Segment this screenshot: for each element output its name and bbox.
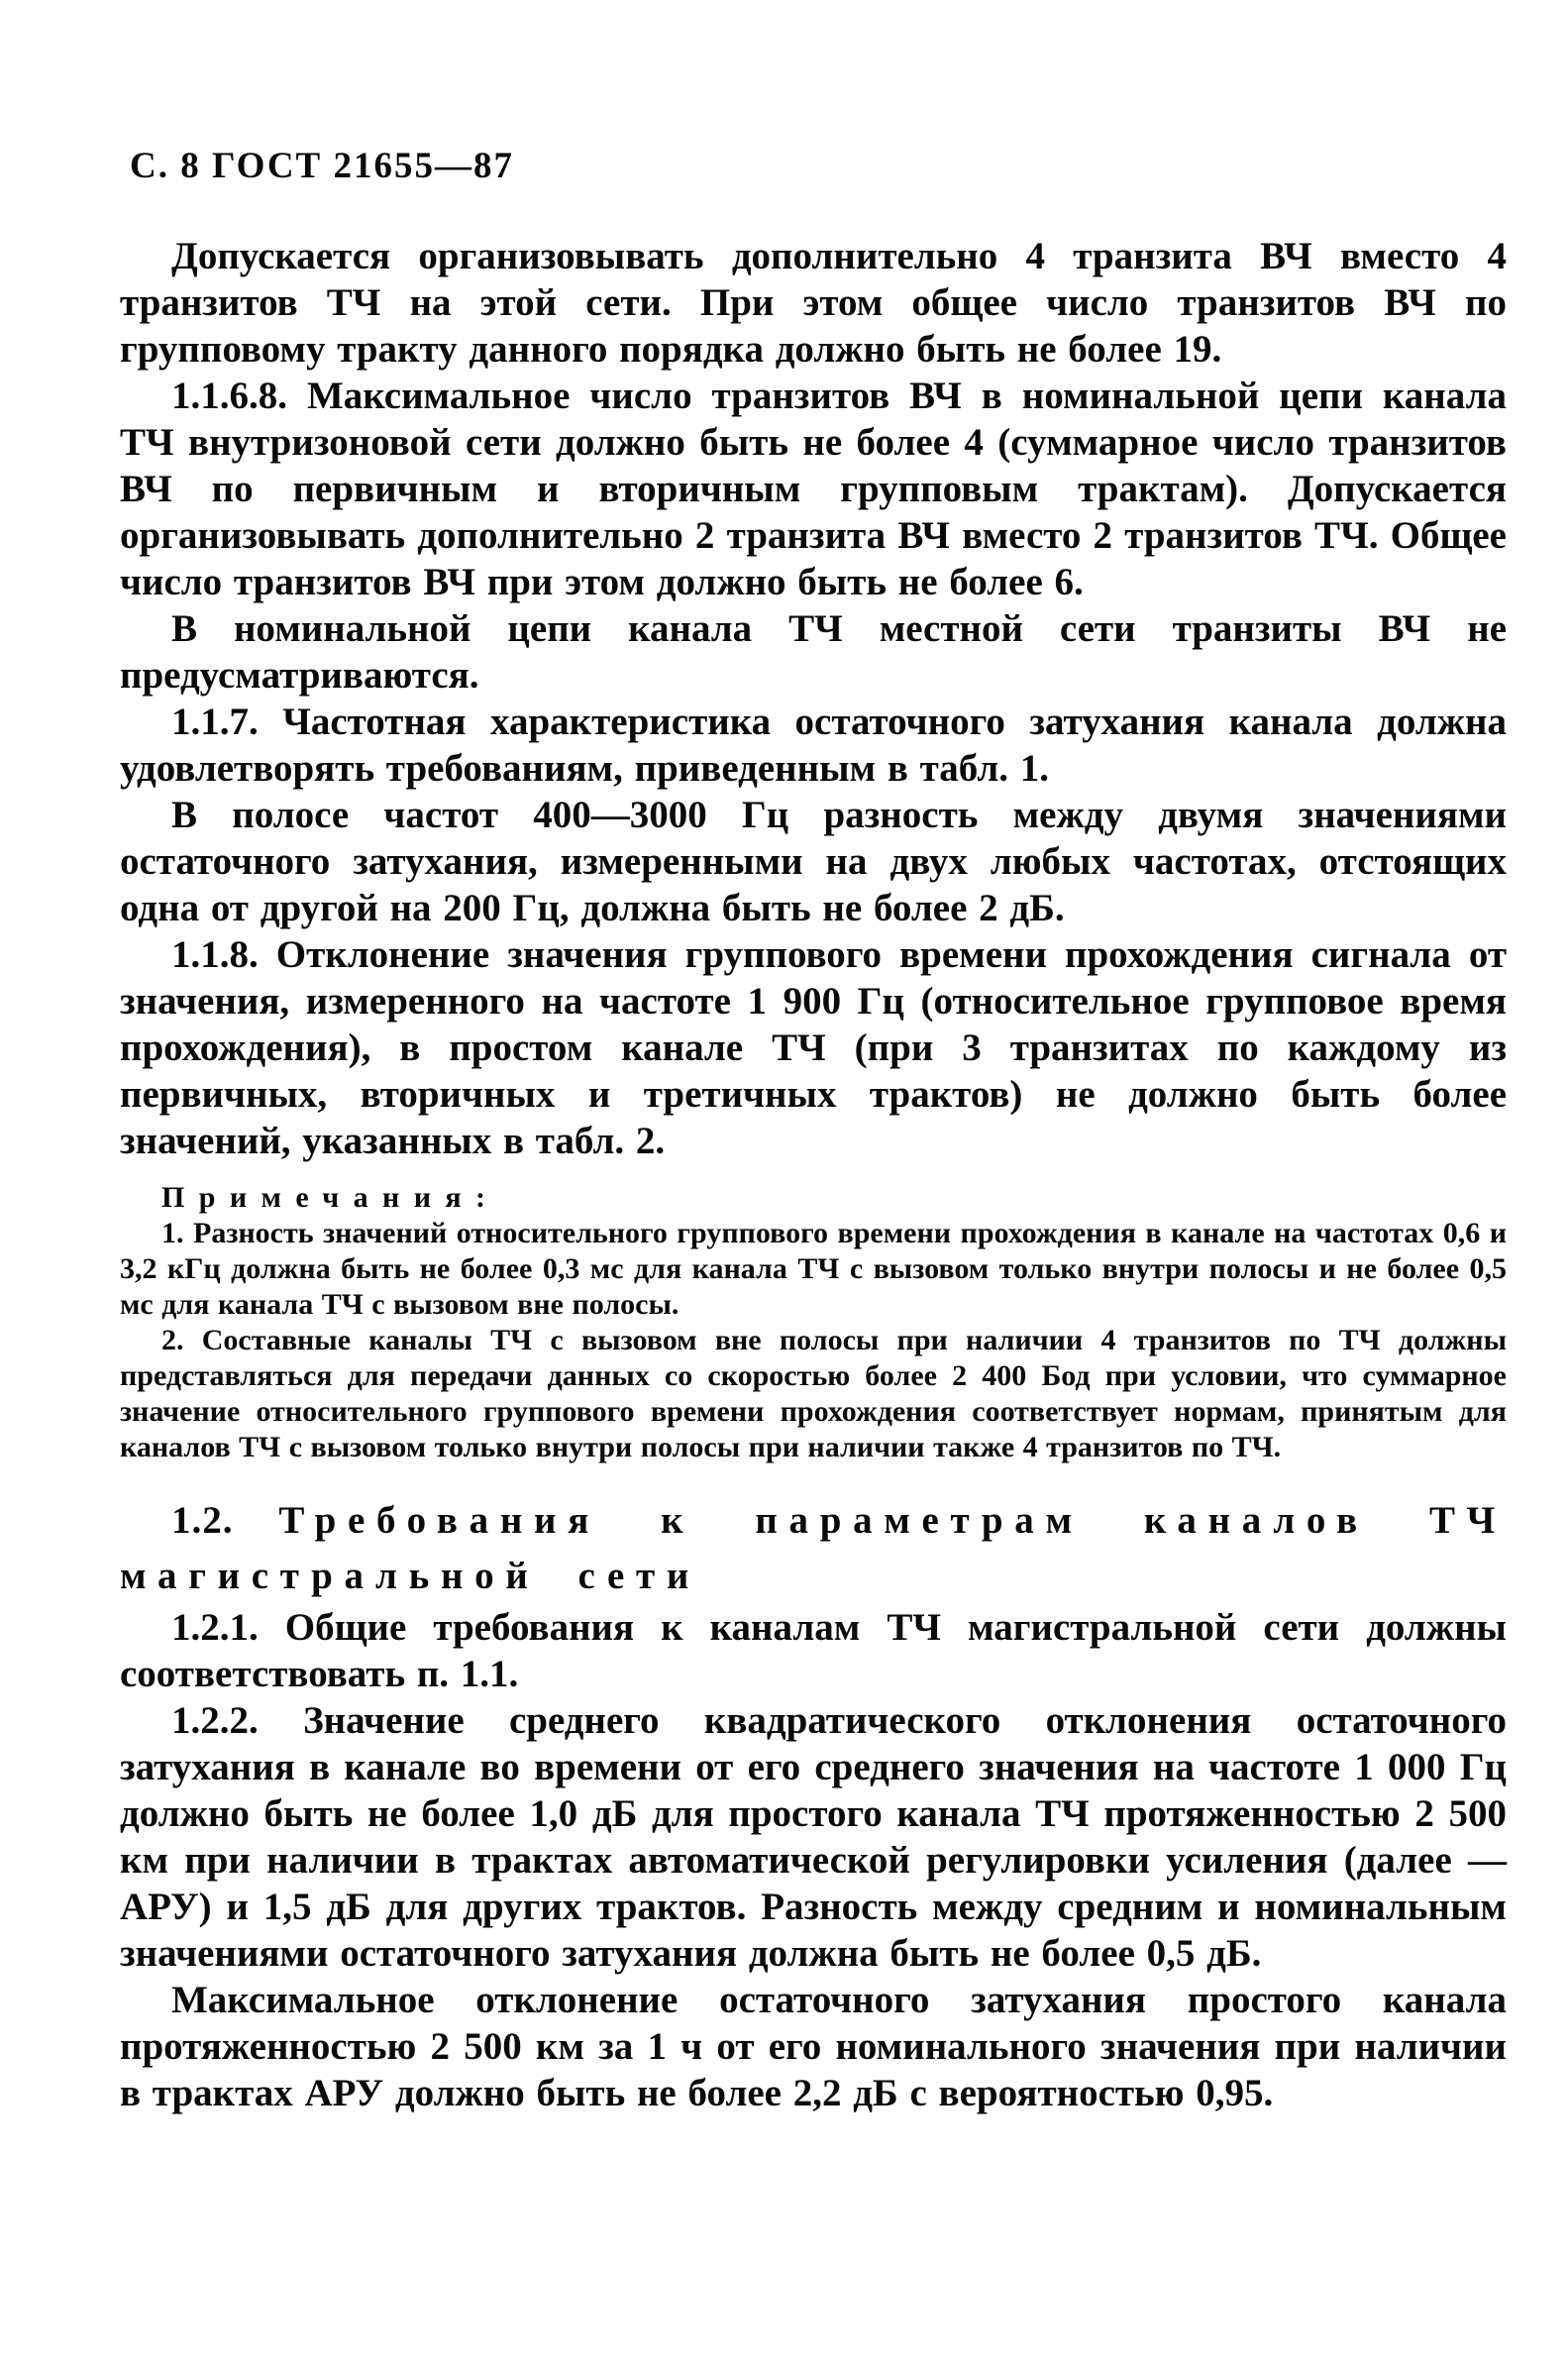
notes-heading: Примечания: xyxy=(161,1181,500,1214)
body-paragraph: В полосе частот 400—3000 Гц разность между двумя значениями остаточного затухания, измеренными на двух любых частотах, отстоящих одна от другой на 200 Гц, должна быть не более 2 дБ. xyxy=(120,794,1507,929)
body-paragraph: 1.1.8. Отклонение значения группового времени прохождения сигнала от значения, измеренного на частоте 1 900 Гц (относительное групповое время прохождения), в простом канале ТЧ (при 3 транзитах по каждому из первичных, вторичных и третичных трактов) не должно быть более значений, указанных в табл. 2. xyxy=(120,933,1507,1162)
section-heading xyxy=(120,1493,1507,1604)
section-title: Требования к параметрам каналов ТЧ магистральной сети xyxy=(120,1499,1508,1597)
body-paragraph: Допускается организовывать дополнительно 4 транзита ВЧ вместо 4 транзитов ТЧ на этой сети. При этом общее число транзитов ВЧ по групповому тракту данного порядка должно быть не более 19. xyxy=(120,235,1507,371)
body-paragraph: 1.1.6.8. Максимальное число транзитов ВЧ в номинальной цепи канала ТЧ внутризоновой сети должно быть не более 4 (суммарное число транзитов ВЧ по первичным и вторичным групповым трактам). Допускается организовывать дополнительно 2 транзита ВЧ вместо 2 транзитов ТЧ. Общее число транзитов ВЧ при этом должно быть не более 6. xyxy=(120,375,1507,603)
section-number: 1.2. xyxy=(171,1499,234,1542)
body-paragraph: В номинальной цепи канала ТЧ местной сети транзиты ВЧ не предусматриваются. xyxy=(120,607,1507,697)
note-paragraph: 1. Разность значений относительного группового времени прохождения в канале на частотах 0,6 и 3,2 кГц должна быть не более 0,3 мс для канала ТЧ с вызовом только внутри полосы и не более 0,5 мс для канала ТЧ с вызовом вне полосы. xyxy=(120,1217,1507,1321)
page-header: С. 8 ГОСТ 21655—87 xyxy=(130,146,514,186)
body-paragraph: Максимальное отклонение остаточного затухания простого канала протяженностью 2 500 км за 1 ч от его номинального значения при наличии в трактах АРУ должно быть не более 2,2 дБ с вероятностью 0,95. xyxy=(120,1979,1507,2114)
note-paragraph: 2. Составные каналы ТЧ с вызовом вне полосы при наличии 4 транзитов по ТЧ должны представляться для передачи данных со скоростью более 2 400 Бод при условии, что суммарное значение относительного группового времени прохождения соответствует нормам, принятым для каналов ТЧ с вызовом только внутри полосы при наличии также 4 транзитов по ТЧ. xyxy=(120,1324,1507,1463)
body-paragraph: 1.1.7. Частотная характеристика остаточного затухания канала должна удовлетворять требованиям, приведенным в табл. 1. xyxy=(120,701,1507,790)
body-paragraph: 1.2.2. Значение среднего квадратического отклонения остаточного затухания в канале во времени от его среднего значения на частоте 1 000 Гц должно быть не более 1,0 дБ для простого канала ТЧ протяженностью 2 500 км при наличии в трактах автоматической регулировки усиления (далее — АРУ) и 1,5 дБ для других трактов. Разность между средним и номинальным значениями остаточного затухания должна быть не более 0,5 дБ. xyxy=(120,1699,1507,1975)
body-paragraph: 1.2.1. Общие требования к каналам ТЧ магистральной сети должны соответствовать п. 1.1. xyxy=(120,1606,1507,1695)
document-content xyxy=(120,233,1507,2116)
